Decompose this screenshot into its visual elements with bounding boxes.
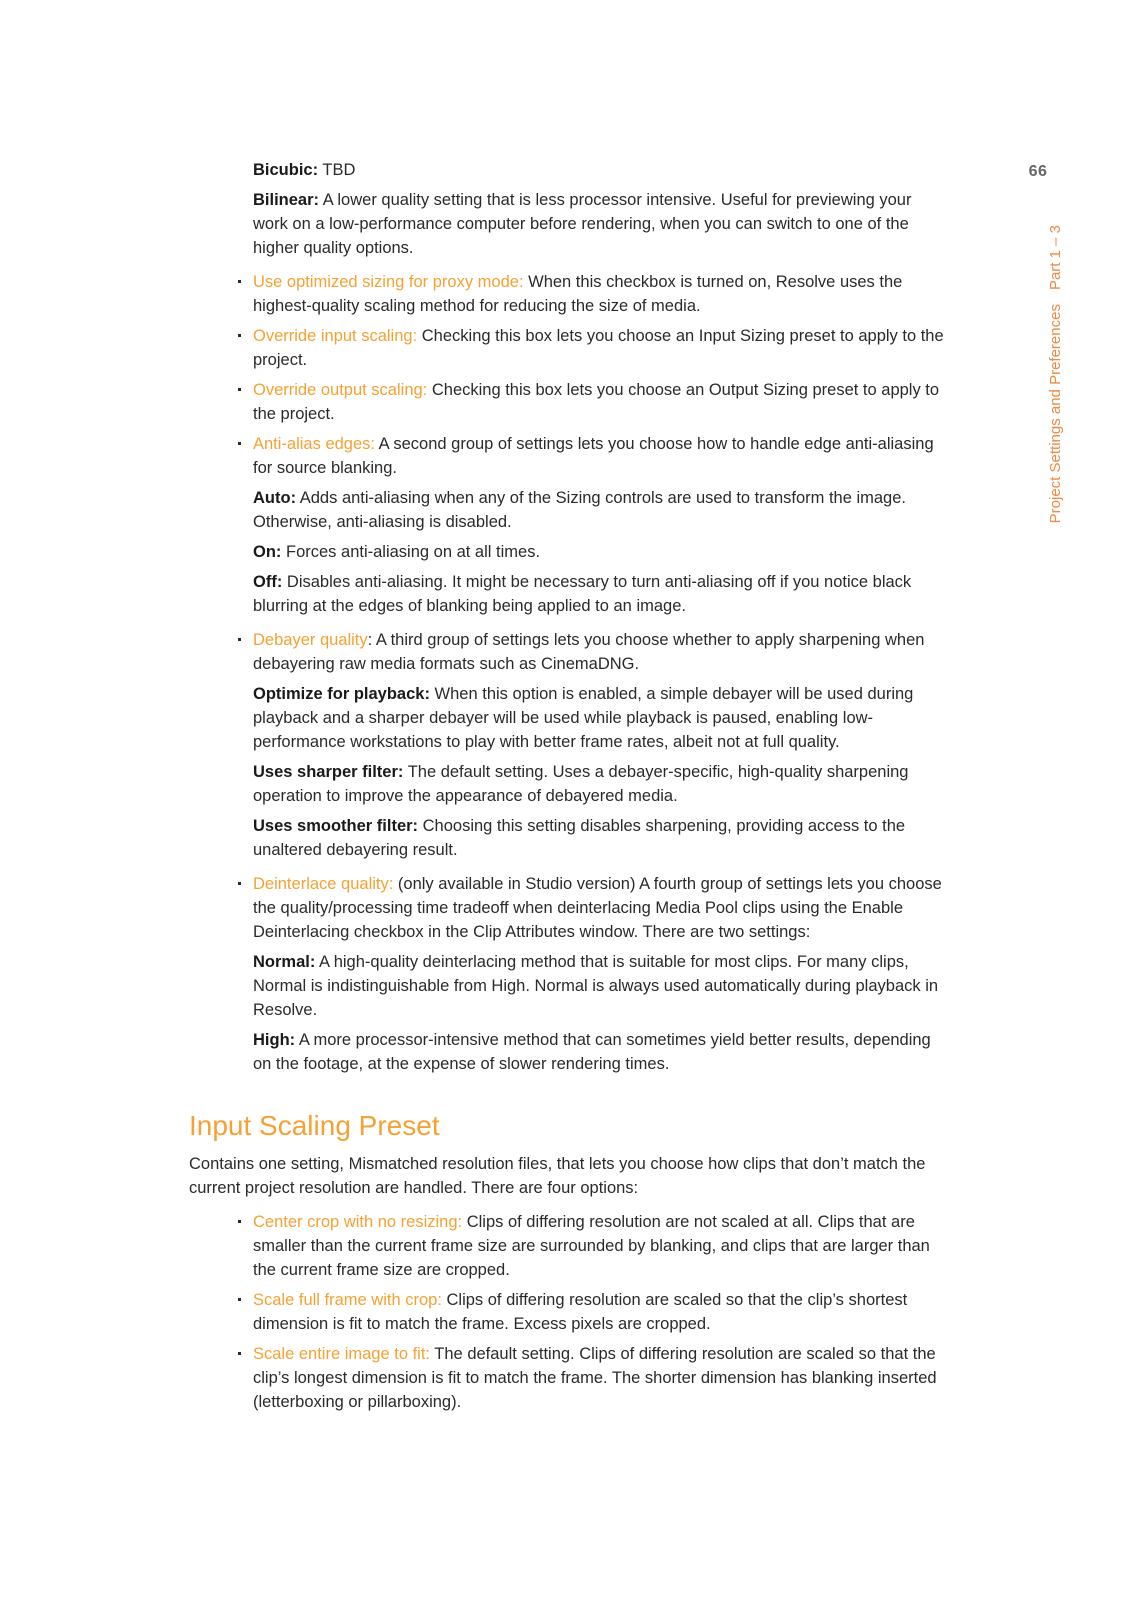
definition-text: A lower quality setting that is less processor intensive. Useful for previewing your work on a low-performance computer before rendering, when you can switch to one of the higher quality options. xyxy=(253,191,912,257)
option-name: Off: xyxy=(253,573,283,591)
setting-name: Deinterlace quality: xyxy=(253,875,394,893)
setting-name: Use optimized sizing for proxy mode: xyxy=(253,273,524,291)
setting-name: Override input scaling: xyxy=(253,327,418,345)
side-running-header xyxy=(1046,225,1066,523)
option-description: When this option is enabled, a simple debayer will be used during playback and a sharper debayer will be used while playback is paused, enabling low-performance workstations to play with better frame rates, albeit not at full quality. xyxy=(253,685,914,751)
option-description: Choosing this setting disables sharpening, providing access to the unaltered debayering result. xyxy=(253,817,906,859)
setting-description: Clips of differing resolution are not scaled at all. Clips that are smaller than the current frame size are surrounded by blanking, and clips that are larger than the current frame size are cropped. xyxy=(253,1213,930,1279)
option-description: A high-quality deinterlacing method that is suitable for most clips. For many clips, Normal is indistinguishable from High. Normal is always used automatically during playback in Resolve. xyxy=(253,953,939,1019)
scaling-options-list xyxy=(189,1210,949,1414)
option-smoother-filter xyxy=(253,814,949,862)
option-name: High: xyxy=(253,1031,296,1049)
definition-text: TBD xyxy=(318,161,356,179)
setting-description: The default setting. Clips of differing resolution are scaled so that the clip’s longest dimension is fit to match the frame. The shorter dimension has blanking inserted (letterboxing or pillarboxing). xyxy=(253,1345,937,1411)
option-description: A more processor-intensive method that can sometimes yield better results, depending on the footage, at the expense of slower rendering times. xyxy=(253,1031,931,1073)
list-item-scale-full-frame xyxy=(253,1288,949,1336)
option-description: Forces anti-aliasing on at all times. xyxy=(281,543,541,561)
section-heading: Input Scaling Preset xyxy=(189,1110,440,1141)
option-name: Normal: xyxy=(253,953,316,971)
term-label: Bilinear: xyxy=(253,191,320,209)
term-label: Bicubic: xyxy=(253,161,319,179)
option-normal xyxy=(253,950,949,1022)
setting-description: : A third group of settings lets you choose whether to apply sharpening when debayering raw media formats such as CinemaDNG. xyxy=(253,631,925,673)
option-description: The default setting. Uses a debayer-specific, high-quality sharpening operation to improve the appearance of debayered media. xyxy=(253,763,909,805)
setting-name: Debayer quality xyxy=(253,631,368,649)
setting-name: Scale full frame with crop: xyxy=(253,1291,442,1309)
option-name: Optimize for playback: xyxy=(253,685,430,703)
option-name: Uses smoother filter: xyxy=(253,817,419,835)
option-off xyxy=(253,570,949,618)
list-item-optimized-sizing xyxy=(253,270,949,318)
setting-description: (only available in Studio version) A fourth group of settings lets you choose the quality/processing time tradeoff when deinterlacing Media Pool clips using the Enable Deinterlacing checkbox in the Clip Attributes window. There are two settings: xyxy=(253,875,942,941)
setting-description: Checking this box lets you choose an Output Sizing preset to apply to the project. xyxy=(253,381,940,423)
setting-description: Checking this box lets you choose an Input Sizing preset to apply to the project. xyxy=(253,327,944,369)
list-item-anti-alias-edges xyxy=(253,432,949,618)
side-part-label: Part 1 – 3 xyxy=(1047,225,1064,291)
list-item-debayer-quality xyxy=(253,628,949,862)
definition-bicubic xyxy=(253,158,949,182)
list-item-override-output-scaling xyxy=(253,378,949,426)
option-description: Adds anti-aliasing when any of the Sizing controls are used to transform the image. Otherwise, anti-aliasing is disabled. xyxy=(253,489,906,531)
document-body xyxy=(189,158,949,1420)
list-item-center-crop xyxy=(253,1210,949,1282)
option-optimize-for-playback xyxy=(253,682,949,754)
option-auto xyxy=(253,486,949,534)
option-name: Uses sharper filter: xyxy=(253,763,404,781)
setting-name: Anti-alias edges: xyxy=(253,435,375,453)
option-description: Disables anti-aliasing. It might be necessary to turn anti-aliasing off if you notice black blurring at the edges of blanking being applied to an image. xyxy=(253,573,912,615)
setting-name: Center crop with no resizing: xyxy=(253,1213,463,1231)
section-intro: Contains one setting, Mismatched resolution files, that lets you choose how clips that don’t match the current project resolution are handled. There are four options: xyxy=(189,1155,926,1197)
setting-name: Override output scaling: xyxy=(253,381,428,399)
list-item-deinterlace-quality xyxy=(253,872,949,1076)
setting-name: Scale entire image to fit: xyxy=(253,1345,431,1363)
option-sharper-filter xyxy=(253,760,949,808)
definition-bilinear xyxy=(253,188,949,260)
list-item-scale-entire-image xyxy=(253,1342,949,1414)
settings-bullet-list xyxy=(189,270,949,1076)
setting-description: Clips of differing resolution are scaled so that the clip’s shortest dimension is fit to match the frame. Excess pixels are cropped. xyxy=(253,1291,908,1333)
list-item-override-input-scaling xyxy=(253,324,949,372)
option-name: Auto: xyxy=(253,489,297,507)
page-number: 66 xyxy=(1028,163,1048,180)
option-on xyxy=(253,540,949,564)
side-section-title: Project Settings and Preferences xyxy=(1047,304,1064,524)
setting-description: When this checkbox is turned on, Resolve uses the highest-quality scaling method for reducing the size of media. xyxy=(253,273,903,315)
option-name: On: xyxy=(253,543,282,561)
option-high xyxy=(253,1028,949,1076)
setting-description: A second group of settings lets you choose how to handle edge anti-aliasing for source blanking. xyxy=(253,435,934,477)
